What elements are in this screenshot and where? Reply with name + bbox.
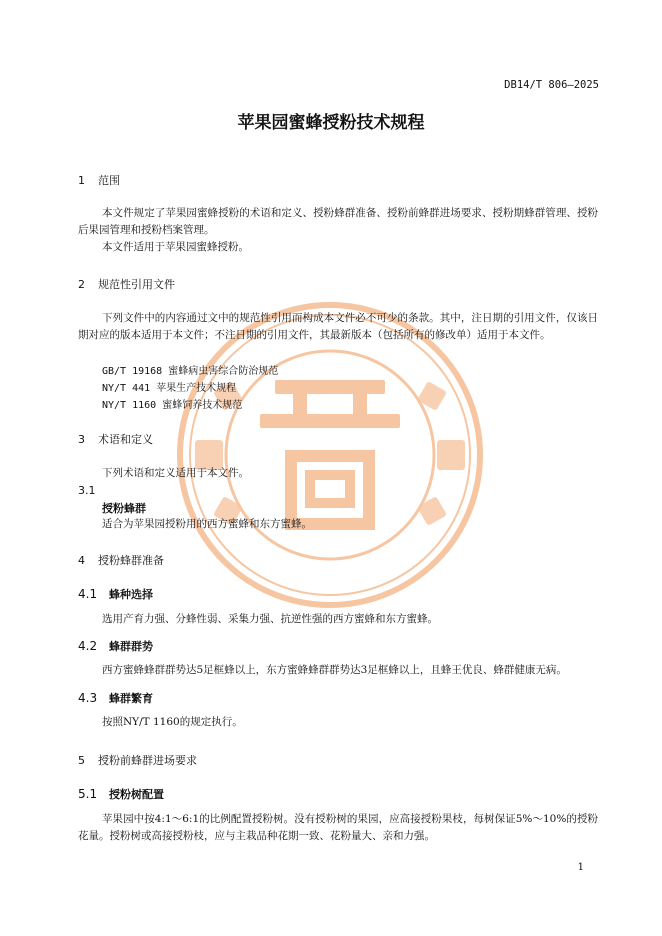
document-code: DB14/T 806—2025: [504, 79, 599, 91]
section-label: 范围: [98, 174, 120, 187]
section-number: 3: [78, 433, 85, 446]
shanxi-standard-seal: [175, 300, 485, 610]
paragraph: 苹果园中按4:1～6:1的比例配置授粉树。没有授粉树的果园，应高接授粉果枝，每树保证5%～10%的授粉花量。授粉树或高接授粉枝，应与主栽品种花期一致、花粉量大、亲和力强。: [78, 813, 598, 842]
subsection-label: 蜂种选择: [109, 588, 153, 601]
section-label: 术语和定义: [98, 433, 153, 446]
page-number: 1: [577, 862, 584, 873]
paragraph: 本文件适用于苹果园蜜蜂授粉。: [102, 241, 249, 253]
section-number: 2: [78, 278, 85, 291]
paragraph: 下列文件中的内容通过文中的规范性引用而构成本文件必不可少的条款。其中，注日期的引用文件，仅该日期对应的版本适用于本文件；不注日期的引用文件，其最新版本（包括所有的修改单）适用于本文件。: [78, 312, 598, 341]
section-3-heading: [78, 431, 153, 447]
subsection-number: 4.3: [78, 691, 98, 705]
section-number: 1: [78, 174, 85, 187]
reference-item: NY/T 1160 蜜蜂饲养技术规范: [102, 400, 243, 411]
section-5-heading: [78, 752, 197, 768]
subsection-label: 蜂群繁育: [109, 692, 153, 705]
section-1-heading: [78, 172, 120, 188]
subsection-4-3-heading: [78, 690, 153, 706]
section-label: 规范性引用文件: [98, 278, 175, 291]
paragraph: 本文件规定了苹果园蜜蜂授粉的术语和定义、授粉蜂群准备、授粉前蜂群进场要求、授粉期蜂群管理、授粉后果园管理和授粉档案管理。: [78, 207, 598, 236]
section-2-heading: [78, 276, 175, 292]
subsection-label: 授粉树配置: [109, 788, 164, 801]
subsection-number: 4.2: [78, 639, 98, 653]
section-number: 4: [78, 554, 85, 567]
subsection-label: 蜂群群势: [109, 640, 153, 653]
paragraph: 选用产育力强、分蜂性弱、采集力强、抗逆性强的西方蜜蜂和东方蜜蜂。: [102, 613, 438, 625]
subsection-number: 5.1: [78, 787, 98, 801]
paragraph: 按照NY/T 1160的规定执行。: [102, 716, 243, 728]
reference-item: GB/T 19168 蜜蜂病虫害综合防治规范: [102, 366, 279, 377]
paragraph: 下列术语和定义适用于本文件。: [102, 467, 249, 479]
subsection-5-1-heading: [78, 786, 164, 802]
subsection-4-2-heading: [78, 638, 153, 654]
subsection-4-1-heading: [78, 586, 153, 602]
section-4-heading: [78, 552, 164, 568]
section-label: 授粉前蜂群进场要求: [98, 754, 197, 767]
document-title: 苹果园蜜蜂授粉技术规程: [237, 113, 425, 133]
term-name: 授粉蜂群: [102, 502, 146, 515]
subsection-number: 3.1: [78, 484, 96, 497]
reference-item: NY/T 441 苹果生产技术规程: [102, 383, 237, 394]
section-label: 授粉蜂群准备: [98, 554, 164, 567]
term-definition: 适合为苹果园授粉用的西方蜜蜂和东方蜜蜂。: [102, 518, 312, 530]
paragraph: 西方蜜蜂蜂群群势达5足框蜂以上，东方蜜蜂蜂群群势达3足框蜂以上，且蜂王优良、蜂群健康无病。: [102, 664, 567, 676]
subsection-number: 4.1: [78, 587, 98, 601]
section-number: 5: [78, 754, 85, 767]
